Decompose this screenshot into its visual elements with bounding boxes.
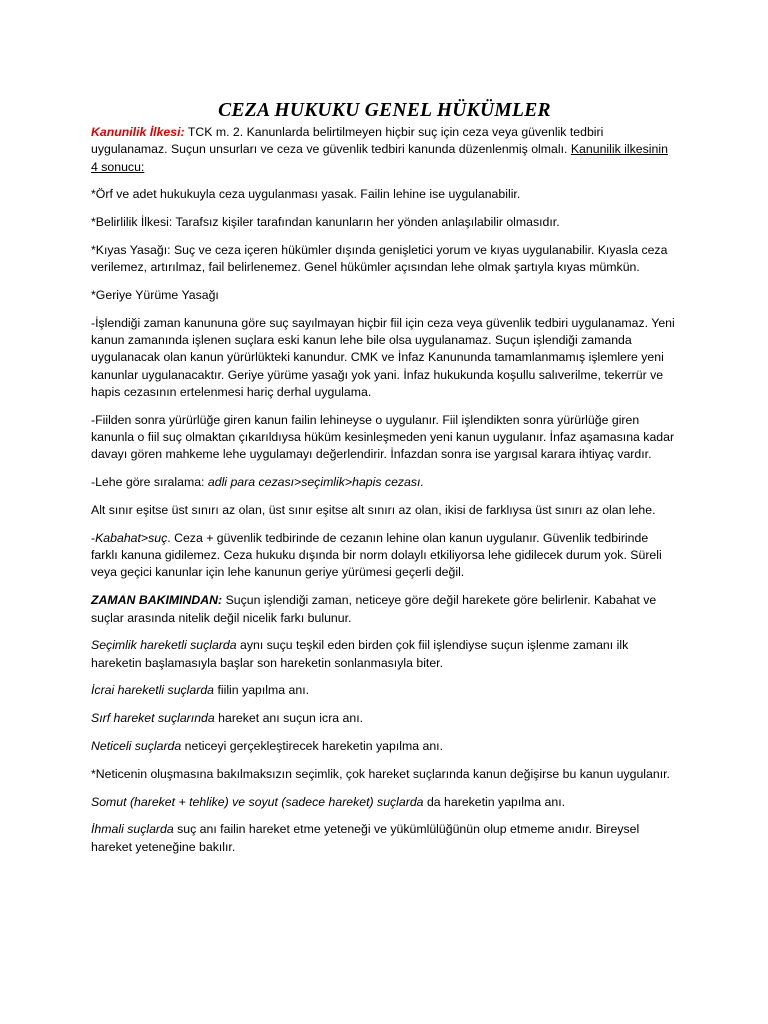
kabahat-italic: Kabahat>suç [95,530,168,545]
icrai-italic: İcrai hareketli suçlarda [91,683,215,698]
ihmali-italic: İhmali suçlarda [91,822,174,837]
paragraph-ihmali [91,821,678,856]
zaman-text: Suçun işlendiği zaman, neticeye göre değil harekete göre belirlenir. Kabahat ve suçlar arasında nitelik değil nicelik farkı bulunur. [91,593,657,625]
sirf-hareket-italic: Sırf hareket suçlarında [91,711,215,726]
paragraph-kanunilik [91,124,678,176]
kanunilik-label: Kanunilik İlkesi: [91,125,185,139]
paragraph-kabahat [91,530,678,582]
secimlik-italic: Seçimlik hareketli suçlarda [91,638,237,653]
paragraph-geriye-yurume: *Geriye Yürüme Yasağı [91,288,219,303]
paragraph-belirlilik: *Belirlilik İlkesi: Tarafsız kişiler tarafından kanunların her yönden anlaşılabilir olmasıdır. [91,215,560,230]
somut-soyut-text: da hareketin yapılma anı. [423,794,566,809]
kanunilik-underlined: Kanunilik ilkesinin 4 sonucu: [91,142,668,174]
paragraph-zaman-bakimindan [91,592,678,627]
lehe-siralama-italic: adli para cezası>seçimlik>hapis cezası. [207,475,424,490]
paragraph-neticenin: *Neticenin oluşmasına bakılmaksızın seçimlik, çok hareket suçlarında kanun değişirse bu kanun uygulanır. [91,766,670,781]
document-title: CEZA HUKUKU GENEL HÜKÜMLER [218,100,551,121]
paragraph-fiilden-sonra: -Fiilden sonra yürürlüğe giren kanun failin lehineyse o uygulanır. Fiil işlendikten sonra yürürlüğe giren kanunla o fiil suç olmaktan çıkarıldıysa hüküm kesinleşmeden yeni kanun uygulanır. İnfaz aşamasına kadar davayı gören mahkeme lehe uygulamayı değerlendirir. İnfazdan sonra ise yargısal karara ihtiyaç vardır. [91,412,675,462]
kabahat-text: . Ceza + güvenlik tedbirinde de cezanın lehine olan kanun uygulanır. Güvenlik tedbirinde farklı kanuna gidilemez. Ceza hukuku dışında bir norm dolaylı etkiliyorsa lehe gidilecek durum yok. Süreli veya geçici kanunlar için lehe kanunun geriye yürümesi geçerli değil. [91,530,662,580]
paragraph-lehe-siralama [91,474,678,491]
paragraph-icrai [91,682,678,699]
paragraph-islendigi-zaman: -İşlendiği zaman kanununa göre suç sayılmayan hiçbir fiil için ceza veya güvenlik tedbiri uygulanamaz. Yeni kanun zamanında işlenen suçlara eski kanun lehe bile olsa uygulanamaz. Suçun işlendiği zamanda uygulanacak olan kanun yürürlükteki kanundur. CMK ve İnfaz Kanununda tamamlanmamış işlemlere yeni kanunlar uygulanacaktır. Geriye yürüme yasağı yok yani. İnfaz hukukunda koşullu salıverilme, tekerrür ve hapis cezasının ertelenmesi hariç derhal uygulama. [91,315,675,400]
secimlik-text: aynı suçu teşkil eden birden çok fiil işlendiyse suçun işlenme zamanı ilk hareketin başlamasıyla başlar son hareketin sonlanmasıyla biter. [91,638,629,670]
kabahat-dash: - [91,530,96,545]
neticeli-italic: Neticeli suçlarda [91,739,182,754]
paragraph-sirf-hareket [91,710,678,727]
neticeli-text: neticeyi gerçekleştirecek hareketin yapılma anı. [181,739,443,754]
paragraph-neticeli [91,738,678,755]
paragraph-secimlik [91,637,678,672]
zaman-label: ZAMAN BAKIMINDAN: [91,593,223,608]
lehe-siralama-text: -Lehe göre sıralama: [91,475,208,490]
ihmali-text: suç anı failin hareket etme yeteneği ve yükümlülüğünün olup etmeme anıdır. Bireysel hareket yeteneğine bakılır. [91,822,640,854]
paragraph-alt-sinir: Alt sınır eşitse üst sınırı az olan, üst sınır eşitse alt sınırı az olan, ikisi de farklıysa üst sınırı az olan lehe. [91,503,656,518]
paragraph-orf-adet: *Örf ve adet hukukuyla ceza uygulanması yasak. Failin lehine ise uygulanabilir. [91,187,521,202]
paragraph-somut-soyut [91,794,678,811]
somut-soyut-italic: Somut (hareket + tehlike) ve soyut (sadece hareket) suçlarda [91,794,424,809]
icrai-text: fiilin yapılma anı. [214,683,310,698]
kanunilik-text: TCK m. 2. Kanunlarda belirtilmeyen hiçbir suç için ceza veya güvenlik tedbiri uygulanamaz. Suçun unsurları ve ceza ve güvenlik tedbiri kanunda düzenlenmiş olmalı. [91,125,604,157]
sirf-hareket-text: hareket anı suçun icra anı. [214,711,364,726]
paragraph-kiyas: *Kıyas Yasağı: Suç ve ceza içeren hükümler dışında genişletici yorum ve kıyas uygulanabilir. Kıyasla ceza verilemez, artırılmaz, fail belirlenemez. Genel hükümler açısından lehe olmak şartıyla kıyas mümkün. [91,242,668,275]
